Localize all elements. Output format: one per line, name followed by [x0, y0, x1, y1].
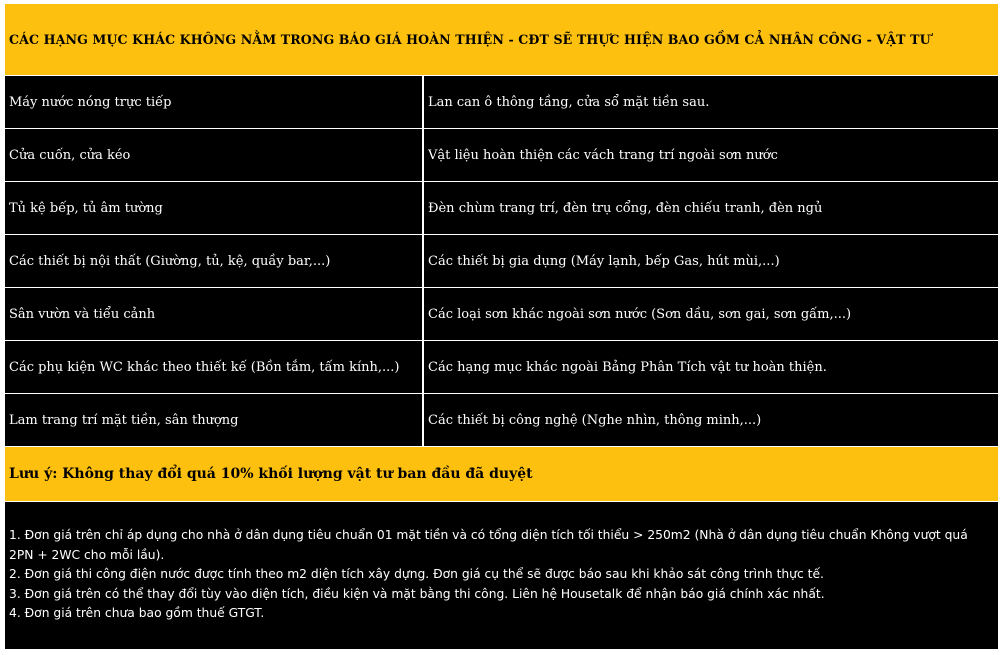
- price-exclusions-sheet: [4, 3, 999, 650]
- footnotes: [5, 502, 998, 649]
- table-cell-right: Đèn chùm trang trí, đèn trụ cổng, đèn chiếu tranh, đèn ngủ: [424, 182, 998, 235]
- note-banner: Lưu ý: Không thay đổi quá 10% khối lượng vật tư ban đầu đã duyệt: [5, 447, 998, 502]
- exclusions-table: [5, 76, 998, 447]
- footnote-line: 4. Đơn giá trên chưa bao gồm thuế GTGT.: [9, 606, 265, 620]
- table-cell-left: Sân vườn và tiểu cảnh: [5, 288, 424, 341]
- table-cell-left: Lam trang trí mặt tiền, sân thượng: [5, 394, 424, 447]
- footnote-line: 1. Đơn giá trên chỉ áp dụng cho nhà ở dân dụng tiêu chuẩn 01 mặt tiền và có tổng diện tích tối thiểu > 250m2 (Nhà ở dân dụng tiêu chuẩn Không vượt quá 2PN + 2WC cho mỗi lầu).: [9, 528, 968, 562]
- footnote-line: 2. Đơn giá thi công điện nước được tính theo m2 diện tích xây dựng. Đơn giá cụ thể sẽ được báo sau khi khảo sát công trình thực tế.: [9, 567, 824, 581]
- table-cell-left: Máy nước nóng trực tiếp: [5, 76, 424, 129]
- table-cell-right: Các thiết bị công nghệ (Nghe nhìn, thông minh,...): [424, 394, 998, 447]
- table-cell-right: Các loại sơn khác ngoài sơn nước (Sơn dầu, sơn gai, sơn gấm,...): [424, 288, 998, 341]
- table-cell-right: Lan can ô thông tầng, cửa sổ mặt tiền sau.: [424, 76, 998, 129]
- section-title: CÁC HẠNG MỤC KHÁC KHÔNG NẰM TRONG BÁO GIÁ HOÀN THIỆN - CĐT SẼ THỰC HIỆN BAO GỒM CẢ NHÂN CÔNG - VẬT TƯ: [5, 4, 998, 76]
- footnote-line: 3. Đơn giá trên có thể thay đổi tùy vào diện tích, điều kiện và mặt bằng thi công. Liên hệ Housetalk để nhận báo giá chính xác nhất.: [9, 586, 825, 601]
- table-cell-left: Cửa cuốn, cửa kéo: [5, 129, 424, 182]
- table-cell-left: Các thiết bị nội thất (Giường, tủ, kệ, quầy bar,...): [5, 235, 424, 288]
- table-cell-left: Tủ kệ bếp, tủ âm tường: [5, 182, 424, 235]
- table-cell-right: Vật liệu hoàn thiện các vách trang trí ngoài sơn nước: [424, 129, 998, 182]
- table-cell-right: Các hạng mục khác ngoài Bảng Phân Tích vật tư hoàn thiện.: [424, 341, 998, 394]
- table-cell-left: Các phụ kiện WC khác theo thiết kế (Bồn tắm, tấm kính,...): [5, 341, 424, 394]
- table-cell-right: Các thiết bị gia dụng (Máy lạnh, bếp Gas, hút mùi,...): [424, 235, 998, 288]
